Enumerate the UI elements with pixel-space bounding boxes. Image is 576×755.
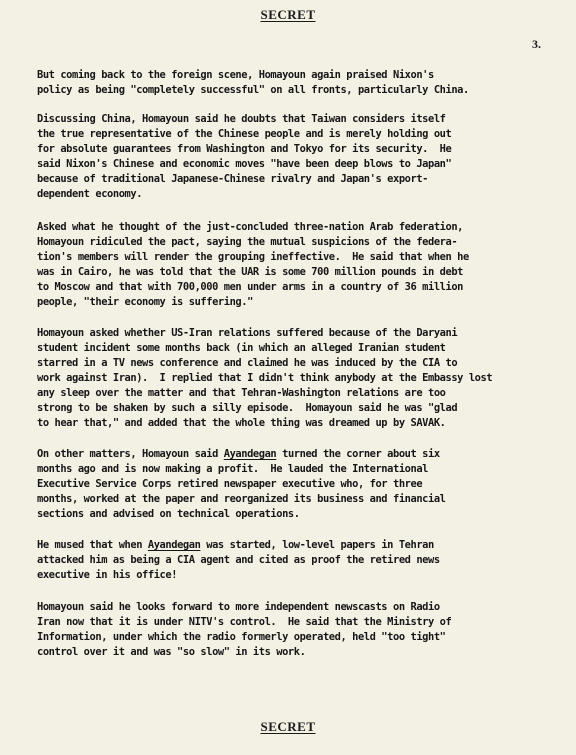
text-line: strong to be shaken by such a silly episode. Homayoun said he was "glad (37, 402, 458, 414)
text-line (37, 447, 557, 462)
publication-name-ayandegan: Ayandegan (223, 448, 277, 460)
text-segment: turned the corner about six (276, 448, 440, 460)
text-line: But coming back to the foreign scene, Homayoun again praised Nixon's (37, 69, 434, 81)
document-body (37, 68, 557, 674)
text-segment: On other matters, Homayoun said (37, 448, 224, 460)
text-line: for absolute guarantees from Washington and Tokyo for its security. He (37, 143, 452, 155)
paragraph-3 (37, 220, 557, 310)
text-line: Homayoun ridiculed the pact, saying the mutual suspicions of the federa- (37, 236, 458, 248)
text-line: to Moscow and that with 700,000 men under arms in a country of 36 million (37, 281, 464, 293)
text-line: policy as being "completely successful" on all fronts, particularly China. (37, 84, 469, 96)
text-line: attacked him as being a CIA agent and cited as proof the retired news (37, 554, 440, 566)
text-line: Iran now that it is under NITV's control. He said that the Ministry of (37, 616, 452, 628)
text-line: tion's members will render the grouping ineffective. He said that when he (37, 251, 469, 263)
paragraph-2 (37, 112, 557, 202)
paragraph-7 (37, 600, 557, 660)
text-line: Discussing China, Homayoun said he doubts that Taiwan considers itself (37, 113, 446, 125)
text-line: Homayoun asked whether US-Iran relations suffered because of the Daryani (37, 327, 458, 339)
text-line: the true representative of the Chinese people and is merely holding out (37, 128, 452, 140)
text-line (37, 538, 557, 553)
classification-header: SECRET (260, 7, 316, 22)
classification-footer: SECRET (260, 719, 316, 734)
text-line: was in Cairo, he was told that the UAR is some 700 million pounds in debt (37, 266, 464, 278)
text-line: Homayoun said he looks forward to more independent newscasts on Radio (37, 601, 440, 613)
text-line: Asked what he thought of the just-concluded three-nation Arab federation, (37, 221, 464, 233)
text-line: work against Iran). I replied that I didn't think anybody at the Embassy lost (37, 372, 493, 384)
text-line: dependent economy. (37, 188, 143, 200)
text-line: because of traditional Japanese-Chinese rivalry and Japan's export- (37, 173, 428, 185)
text-segment: was started, low-level papers in Tehran (200, 539, 434, 551)
text-line: months ago and is now making a profit. He lauded the International (37, 463, 428, 475)
text-line: control over it and was "so slow" in its work. (37, 646, 306, 658)
text-line: to hear that," and added that the whole thing was dreamed up by SAVAK. (37, 417, 446, 429)
text-line: Executive Service Corps retired newspaper executive who, for three (37, 478, 423, 490)
text-line: people, "their economy is suffering." (37, 296, 253, 308)
text-line: starred in a TV news conference and claimed he was induced by the CIA to (37, 357, 458, 369)
text-line: student incident some months back (in which an alleged Iranian student (37, 342, 446, 354)
text-segment: He mused that when (37, 539, 148, 551)
paragraph-5 (37, 447, 557, 522)
text-line: sections and advised on technical operations. (37, 508, 300, 520)
page-number: 3. (532, 37, 541, 51)
text-line: said Nixon's Chinese and economic moves "have been deep blows to Japan" (37, 158, 452, 170)
text-line: any sleep over the matter and that Tehran-Washington relations are too (37, 387, 446, 399)
paragraph-6 (37, 538, 557, 583)
text-line: executive in his office! (37, 569, 178, 581)
paragraph-1 (37, 68, 557, 98)
publication-name-ayandegan: Ayandegan (147, 539, 201, 551)
text-line: months, worked at the paper and reorganized its business and financial (37, 493, 446, 505)
text-line: Information, under which the radio formerly operated, held "too tight" (37, 631, 446, 643)
paragraph-4 (37, 326, 557, 431)
